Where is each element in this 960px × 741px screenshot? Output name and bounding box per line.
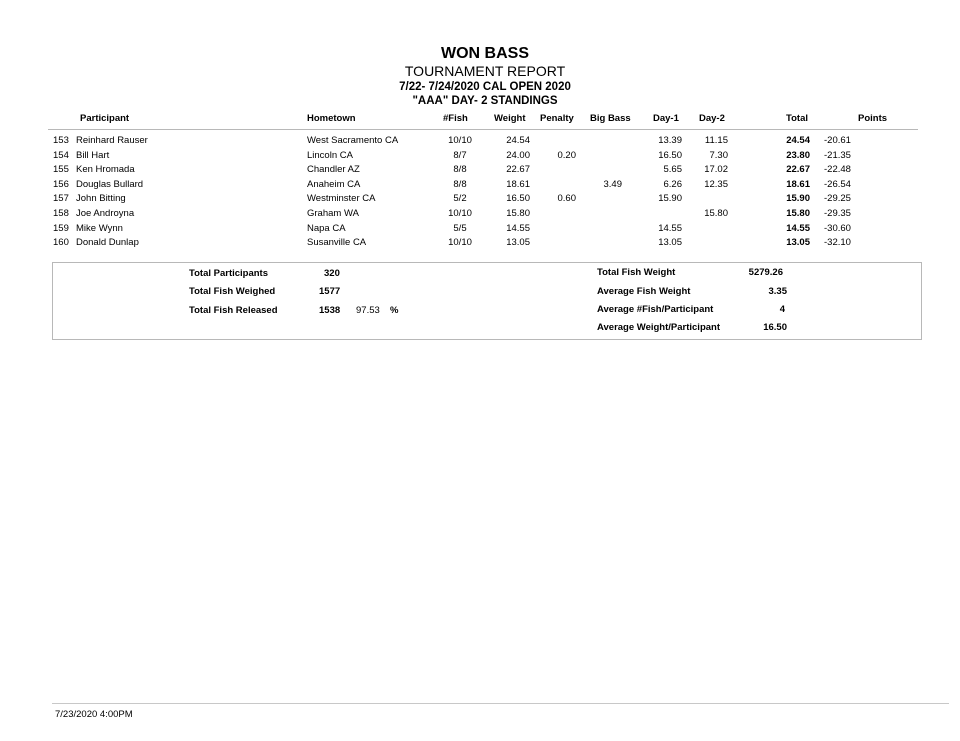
table-row xyxy=(0,135,960,149)
participant-name: Donald Dunlap xyxy=(76,237,139,249)
percent-sign: % xyxy=(390,305,399,316)
average-weight-per-participant-label: Average Weight/Participant xyxy=(597,322,721,333)
participant-name: Joe Androyna xyxy=(76,208,135,219)
day1-weight: 13.39 xyxy=(658,135,682,146)
weight: 18.61 xyxy=(506,178,530,190)
total-fish-released-label: Total Fish Released xyxy=(189,305,278,316)
table-row xyxy=(0,237,960,251)
table-row xyxy=(0,208,960,222)
fish-count: 5/5 xyxy=(453,222,467,234)
hometown: Anaheim CA xyxy=(307,178,361,190)
weight: 24.00 xyxy=(506,149,530,161)
weight: 22.67 xyxy=(506,164,530,176)
report-subtitle: TOURNAMENT REPORT xyxy=(404,63,566,79)
footer-divider xyxy=(52,703,949,704)
participant-name: Mike Wynn xyxy=(76,222,123,234)
fish-count: 8/7 xyxy=(453,149,467,161)
hometown: Napa CA xyxy=(307,222,346,234)
average-fish-weight-value: 3.35 xyxy=(768,286,787,297)
header-total: Total xyxy=(786,113,808,124)
average-fish-weight-label: Average Fish Weight xyxy=(597,286,691,297)
header-points: Points xyxy=(858,113,888,124)
day1-weight: 6.26 xyxy=(663,178,682,190)
weight: 16.50 xyxy=(506,193,530,205)
summary-box xyxy=(52,262,922,340)
day1-weight: 14.55 xyxy=(658,222,682,234)
day1-weight: 15.90 xyxy=(658,193,682,205)
participant-number: 159 xyxy=(53,222,69,234)
table-row xyxy=(0,150,960,164)
total-weight: 22.67 xyxy=(786,164,810,176)
total-participants-label: Total Participants xyxy=(189,268,269,279)
day2-weight: 12.35 xyxy=(704,178,728,190)
points: -21.35 xyxy=(824,149,851,161)
day2-weight: 7.30 xyxy=(709,149,728,161)
average-weight-per-participant-value: 16.50 xyxy=(763,322,787,333)
weight: 24.54 xyxy=(506,135,530,146)
total-weight: 15.80 xyxy=(786,208,810,219)
points: -30.60 xyxy=(824,222,851,234)
fish-count: 10/10 xyxy=(448,208,472,219)
header-day2: Day-2 xyxy=(699,113,725,124)
header-fish: #Fish xyxy=(443,113,468,124)
released-percent-value: 97.53 xyxy=(356,305,380,316)
weight: 14.55 xyxy=(506,222,530,234)
penalty: 0.20 xyxy=(557,149,576,161)
average-fish-per-participant-value: 4 xyxy=(779,304,785,315)
table-row xyxy=(0,179,960,193)
table-row xyxy=(0,164,960,178)
total-fish-weighed-value: 1577 xyxy=(319,286,341,297)
header-weight: Weight xyxy=(494,113,526,124)
hometown: Lincoln CA xyxy=(307,149,353,161)
header-divider xyxy=(48,129,918,130)
participant-number: 153 xyxy=(53,135,69,146)
total-weight: 18.61 xyxy=(786,178,810,190)
points: -26.54 xyxy=(824,178,851,190)
participant-name: Douglas Bullard xyxy=(76,178,144,190)
hometown: West Sacramento CA xyxy=(307,135,399,146)
footer-timestamp: 7/23/2020 4:00PM xyxy=(55,709,133,720)
header-day1: Day-1 xyxy=(653,113,679,124)
hometown: Susanville CA xyxy=(307,237,367,249)
header-participant: Participant xyxy=(80,113,130,124)
hometown: Chandler AZ xyxy=(307,164,360,176)
standings-title: "AAA" DAY- 2 STANDINGS xyxy=(412,95,558,107)
weight: 15.80 xyxy=(506,208,530,219)
event-name: 7/22- 7/24/2020 CAL OPEN 2020 xyxy=(399,81,571,93)
fish-count: 10/10 xyxy=(448,135,472,146)
total-fish-released-value: 1538 xyxy=(319,305,341,316)
fish-count: 10/10 xyxy=(448,237,472,249)
weight: 13.05 xyxy=(506,237,530,249)
total-fish-weighed-label: Total Fish Weighed xyxy=(189,286,276,297)
points: -29.25 xyxy=(824,193,851,205)
day1-weight: 13.05 xyxy=(658,237,682,249)
table-row xyxy=(0,223,960,237)
day2-weight: 11.15 xyxy=(704,135,728,146)
participant-number: 157 xyxy=(53,193,69,205)
average-fish-per-participant-label: Average #Fish/Participant xyxy=(597,304,714,315)
hometown: Westminster CA xyxy=(307,193,376,205)
total-weight: 24.54 xyxy=(786,135,810,146)
big-bass: 3.49 xyxy=(603,178,622,190)
points: -29.35 xyxy=(824,208,851,219)
day2-weight: 17.02 xyxy=(704,164,728,176)
total-weight: 23.80 xyxy=(786,149,810,161)
header-big-bass: Big Bass xyxy=(590,113,631,124)
participant-number: 155 xyxy=(53,164,69,176)
participant-number: 160 xyxy=(53,237,69,249)
day1-weight: 16.50 xyxy=(658,149,682,161)
total-participants-value: 320 xyxy=(324,268,340,279)
participant-name: Ken Hromada xyxy=(76,164,135,176)
participant-name: John Bitting xyxy=(76,193,126,205)
header-penalty: Penalty xyxy=(540,113,574,124)
fish-count: 5/2 xyxy=(453,193,467,205)
day1-weight: 5.65 xyxy=(663,164,682,176)
points: -32.10 xyxy=(824,237,851,249)
header-hometown: Hometown xyxy=(307,113,356,124)
participant-name: Reinhard Rauser xyxy=(76,135,148,146)
day2-weight: 15.80 xyxy=(704,208,728,219)
total-weight: 14.55 xyxy=(786,222,810,234)
participant-number: 158 xyxy=(53,208,69,219)
participant-name: Bill Hart xyxy=(76,149,110,161)
participant-number: 156 xyxy=(53,178,69,190)
points: -22.48 xyxy=(824,164,851,176)
participant-number: 154 xyxy=(53,149,69,161)
table-row xyxy=(0,193,960,207)
total-fish-weight-value: 5279.26 xyxy=(748,267,783,278)
total-weight: 13.05 xyxy=(786,237,810,249)
report-title: WON BASS xyxy=(441,45,529,62)
hometown: Graham WA xyxy=(307,208,359,219)
penalty: 0.60 xyxy=(557,193,576,205)
points: -20.61 xyxy=(824,135,851,146)
total-weight: 15.90 xyxy=(786,193,810,205)
fish-count: 8/8 xyxy=(453,178,467,190)
total-fish-weight-label: Total Fish Weight xyxy=(597,267,676,278)
fish-count: 8/8 xyxy=(453,164,467,176)
